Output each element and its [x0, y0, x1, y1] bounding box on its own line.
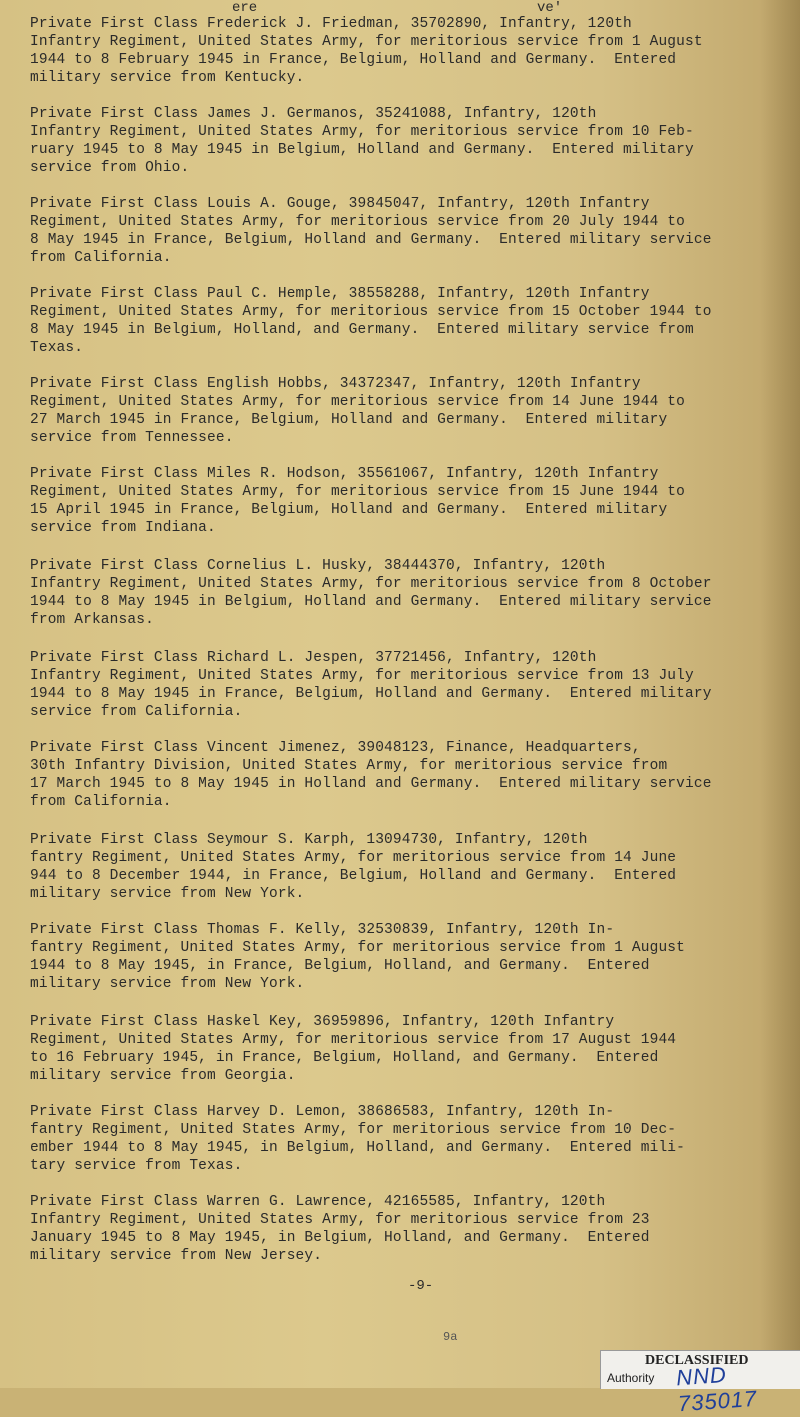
page-number: -9-	[408, 1278, 434, 1294]
top-cutoff-text-2: ve'	[537, 0, 563, 16]
citation-entry: Private First Class Warren G. Lawrence, 42165585, Infantry, 120th Infantry Regiment, United States Army, for meritorious service from 23 January 1945 to 8 May 1945, in Belgium, Holland, and Germany. Entered military service from New Jersey.	[30, 1194, 650, 1264]
citation-entry: Private First Class Louis A. Gouge, 39845047, Infantry, 120th Infantry Regiment, United States Army, for meritorious service from 20 July 1944 to 8 May 1945 in France, Belgium, Holland and Germany. Entered military service from California.	[30, 196, 712, 266]
citation-entry: Private First Class Haskel Key, 36959896, Infantry, 120th Infantry Regiment, United States Army, for meritorious service from 17 August 1944 to 16 February 1945, in France, Belgium, Holland, and Germany. Entered military service from Georgia.	[30, 1014, 677, 1084]
citation-entry: Private First Class Paul C. Hemple, 38558288, Infantry, 120th Infantry Regiment, United States Army, for meritorious service from 15 October 1944 to 8 May 1945 in Belgium, Holland, and Germany. Entered military service from Texas.	[30, 286, 712, 356]
citation-entry: Private First Class Frederick J. Friedman, 35702890, Infantry, 120th Infantry Regiment, United States Army, for meritorious service from 1 August 1944 to 8 February 1945 in France, Belgium, Holland and Germany. Entered military service from Kentucky.	[30, 16, 703, 86]
top-cutoff-text-1: ere	[232, 0, 258, 16]
stamp-authority-label: Authority	[607, 1371, 655, 1385]
page-edge-shadow	[760, 0, 800, 1388]
citation-entry: Private First Class Harvey D. Lemon, 38686583, Infantry, 120th In- fantry Regiment, United States Army, for meritorious service from 10 Dec- ember 1944 to 8 May 1945, in Belgium, Holland, and Germany. Entered mili- tary service from Texas.	[30, 1104, 686, 1174]
citation-entry: Private First Class Thomas F. Kelly, 32530839, Infantry, 120th In- fantry Regiment, United States Army, for meritorious service from 1 August 1944 to 8 May 1945, in France, Belgium, Holland, and Germany. Entered military service from New York.	[30, 922, 686, 992]
citation-entry: Private First Class Miles R. Hodson, 35561067, Infantry, 120th Infantry Regiment, United States Army, for meritorious service from 15 June 1944 to 15 April 1945 in France, Belgium, Holland and Germany. Entered military service from Indiana.	[30, 466, 686, 536]
declassified-stamp	[600, 1350, 800, 1417]
citation-entry: Private First Class James J. Germanos, 35241088, Infantry, 120th Infantry Regiment, United States Army, for meritorious service from 10 Feb- ruary 1945 to 8 May 1945 in Belgium, Holland and Germany. Entered military service from Ohio.	[30, 106, 694, 176]
citation-entry: Private First Class Seymour S. Karph, 13094730, Infantry, 120th fantry Regiment, United States Army, for meritorious service from 14 June 944 to 8 December 1944, in France, Belgium, Holland and Germany. Entered military service from New York.	[30, 832, 677, 902]
citation-entry: Private First Class English Hobbs, 34372347, Infantry, 120th Infantry Regiment, United States Army, for meritorious service from 14 June 1944 to 27 March 1945 in France, Belgium, Holland and Germany. Entered military service from Tennessee.	[30, 376, 686, 446]
stamp-authority-number: NND 735017	[675, 1361, 759, 1417]
citation-entry: Private First Class Cornelius L. Husky, 38444370, Infantry, 120th Infantry Regiment, United States Army, for meritorious service from 8 October 1944 to 8 May 1945 in Belgium, Holland and Germany. Entered military service from Arkansas.	[30, 558, 712, 628]
citation-entry: Private First Class Vincent Jimenez, 39048123, Finance, Headquarters, 30th Infantry Division, United States Army, for meritorious service from 17 March 1945 to 8 May 1945 in Holland and Germany. Entered military service from California.	[30, 740, 712, 810]
citation-entry: Private First Class Richard L. Jespen, 37721456, Infantry, 120th Infantry Regiment, United States Army, for meritorious service from 13 July 1944 to 8 May 1945 in France, Belgium, Holland and Germany. Entered military service from California.	[30, 650, 712, 720]
stamp-title: DECLASSIFIED	[645, 1353, 749, 1368]
bottom-handwritten-mark: 9a	[443, 1330, 458, 1344]
